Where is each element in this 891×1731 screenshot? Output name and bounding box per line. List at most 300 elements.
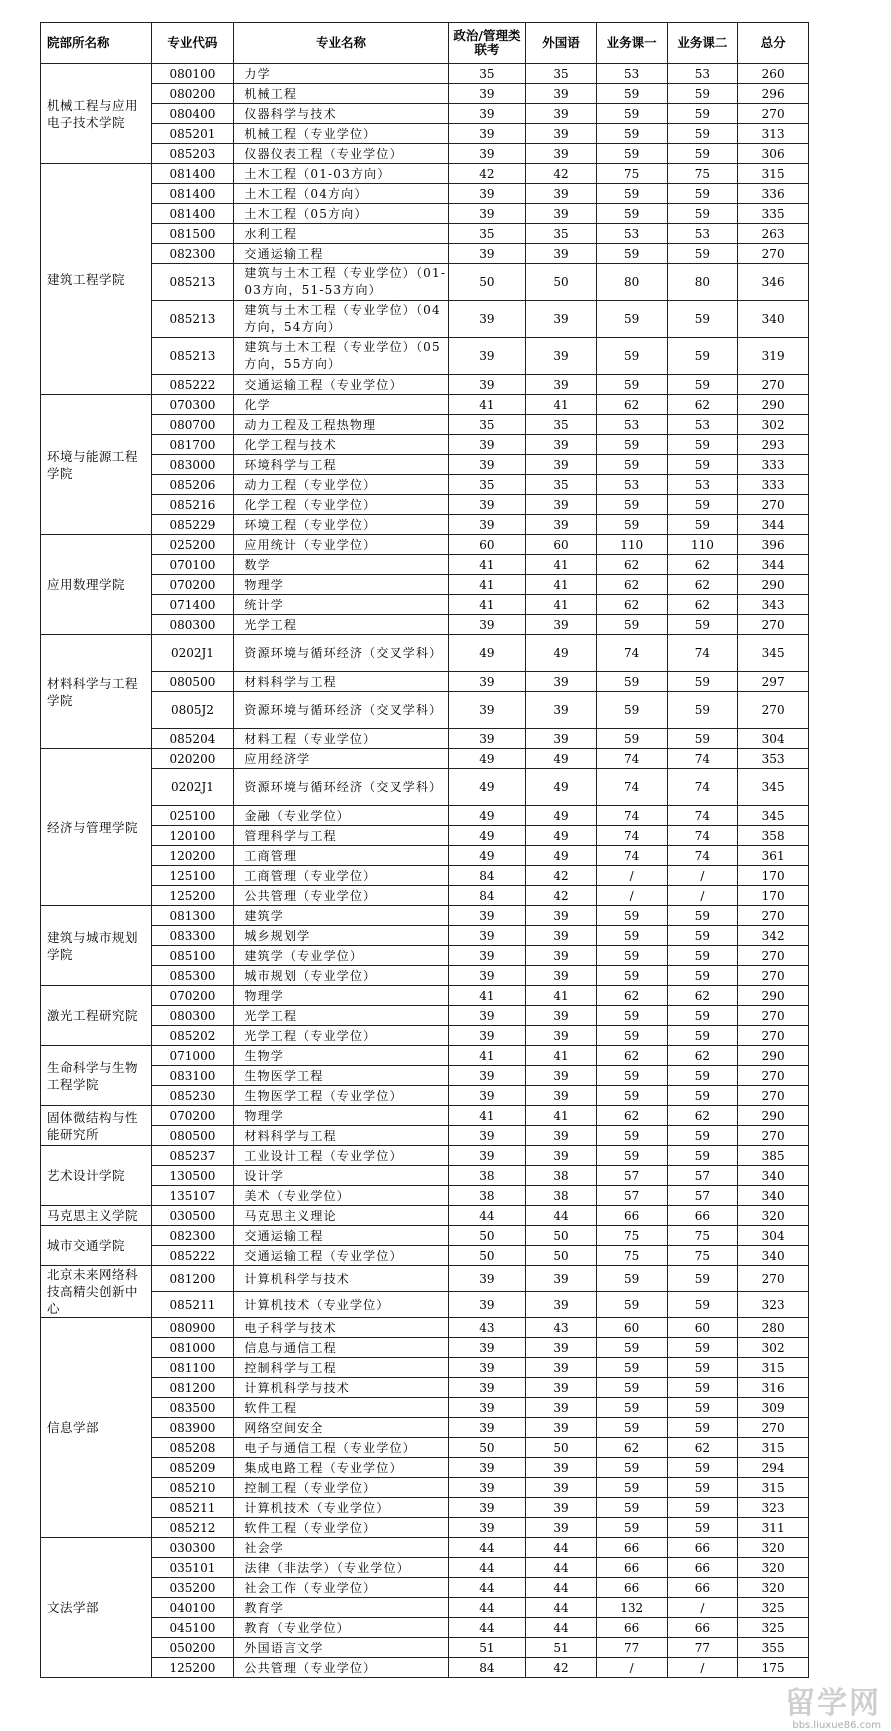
code-cell: 083500 bbox=[151, 1398, 234, 1418]
total-cell: 304 bbox=[738, 729, 809, 749]
table-row bbox=[41, 338, 809, 375]
code-cell: 080500 bbox=[151, 1126, 234, 1146]
foreign-cell: 39 bbox=[526, 1378, 597, 1398]
name-cell: 信息与通信工程 bbox=[234, 1338, 448, 1358]
code-cell: 085229 bbox=[151, 515, 234, 535]
college-cell: 文法学部 bbox=[41, 1538, 152, 1678]
name-cell: 社会学 bbox=[234, 1538, 448, 1558]
table-row bbox=[41, 1126, 809, 1146]
total-cell: 342 bbox=[738, 926, 809, 946]
table-row bbox=[41, 749, 809, 769]
header-total: 总分 bbox=[738, 23, 809, 64]
total-cell: 297 bbox=[738, 672, 809, 692]
course2-cell: 62 bbox=[667, 395, 738, 415]
code-cell: 085100 bbox=[151, 946, 234, 966]
total-cell: 270 bbox=[738, 615, 809, 635]
total-cell: 270 bbox=[738, 1266, 809, 1292]
watermark bbox=[785, 1688, 881, 1731]
course2-cell: 57 bbox=[667, 1166, 738, 1186]
name-cell: 电子与通信工程（专业学位） bbox=[234, 1438, 448, 1458]
foreign-cell: 39 bbox=[526, 184, 597, 204]
total-cell: 270 bbox=[738, 906, 809, 926]
table-row bbox=[41, 1438, 809, 1458]
course1-cell: 59 bbox=[596, 244, 667, 264]
politics-cell: 44 bbox=[448, 1538, 525, 1558]
course2-cell: 59 bbox=[667, 615, 738, 635]
course2-cell: 59 bbox=[667, 1066, 738, 1086]
course1-cell: 59 bbox=[596, 144, 667, 164]
name-cell: 材料工程（专业学位） bbox=[234, 729, 448, 749]
course2-cell: 59 bbox=[667, 495, 738, 515]
course2-cell: 59 bbox=[667, 1086, 738, 1106]
total-cell: 340 bbox=[738, 1166, 809, 1186]
table-row bbox=[41, 84, 809, 104]
course2-cell: 59 bbox=[667, 84, 738, 104]
course2-cell: 66 bbox=[667, 1558, 738, 1578]
course2-cell: 59 bbox=[667, 124, 738, 144]
course1-cell: 59 bbox=[596, 729, 667, 749]
table-row bbox=[41, 555, 809, 575]
politics-cell: 43 bbox=[448, 1318, 525, 1338]
table-row bbox=[41, 1418, 809, 1438]
table-row bbox=[41, 1598, 809, 1618]
table-row bbox=[41, 1558, 809, 1578]
name-cell: 交通运输工程（专业学位） bbox=[234, 375, 448, 395]
code-cell: 030300 bbox=[151, 1538, 234, 1558]
politics-cell: 39 bbox=[448, 301, 525, 338]
course1-cell: 59 bbox=[596, 1398, 667, 1418]
foreign-cell: 39 bbox=[526, 1292, 597, 1318]
foreign-cell: 49 bbox=[526, 846, 597, 866]
table-row bbox=[41, 475, 809, 495]
total-cell: 170 bbox=[738, 886, 809, 906]
course1-cell: 59 bbox=[596, 495, 667, 515]
course2-cell: 59 bbox=[667, 1006, 738, 1026]
course1-cell: 53 bbox=[596, 224, 667, 244]
table-row bbox=[41, 635, 809, 672]
foreign-cell: 39 bbox=[526, 1086, 597, 1106]
name-cell: 机械工程（专业学位） bbox=[234, 124, 448, 144]
politics-cell: 42 bbox=[448, 164, 525, 184]
table-row bbox=[41, 64, 809, 84]
course2-cell: 59 bbox=[667, 1418, 738, 1438]
table-row bbox=[41, 264, 809, 301]
name-cell: 社会工作（专业学位） bbox=[234, 1578, 448, 1598]
code-cell: 081000 bbox=[151, 1338, 234, 1358]
foreign-cell: 41 bbox=[526, 575, 597, 595]
table-row bbox=[41, 1578, 809, 1598]
total-cell: 343 bbox=[738, 595, 809, 615]
total-cell: 346 bbox=[738, 264, 809, 301]
total-cell: 325 bbox=[738, 1618, 809, 1638]
code-cell: 081400 bbox=[151, 164, 234, 184]
name-cell: 仪器仪表工程（专业学位） bbox=[234, 144, 448, 164]
course1-cell: / bbox=[596, 866, 667, 886]
code-cell: 0202J1 bbox=[151, 635, 234, 672]
total-cell: 315 bbox=[738, 1478, 809, 1498]
foreign-cell: 39 bbox=[526, 906, 597, 926]
name-cell: 马克思主义理论 bbox=[234, 1206, 448, 1226]
table-row bbox=[41, 1618, 809, 1638]
course2-cell: 59 bbox=[667, 1378, 738, 1398]
politics-cell: 39 bbox=[448, 1006, 525, 1026]
foreign-cell: 35 bbox=[526, 415, 597, 435]
foreign-cell: 41 bbox=[526, 555, 597, 575]
total-cell: 309 bbox=[738, 1398, 809, 1418]
total-cell: 270 bbox=[738, 1418, 809, 1438]
politics-cell: 84 bbox=[448, 886, 525, 906]
name-cell: 土木工程（05方向） bbox=[234, 204, 448, 224]
politics-cell: 41 bbox=[448, 555, 525, 575]
code-cell: 0805J2 bbox=[151, 692, 234, 729]
foreign-cell: 39 bbox=[526, 1066, 597, 1086]
foreign-cell: 39 bbox=[526, 966, 597, 986]
code-cell: 070200 bbox=[151, 986, 234, 1006]
table-row bbox=[41, 415, 809, 435]
total-cell: 320 bbox=[738, 1578, 809, 1598]
name-cell: 动力工程及工程热物理 bbox=[234, 415, 448, 435]
course2-cell: 59 bbox=[667, 926, 738, 946]
foreign-cell: 39 bbox=[526, 301, 597, 338]
code-cell: 081200 bbox=[151, 1266, 234, 1292]
name-cell: 教育学 bbox=[234, 1598, 448, 1618]
table-row bbox=[41, 986, 809, 1006]
foreign-cell: 43 bbox=[526, 1318, 597, 1338]
table-row bbox=[41, 926, 809, 946]
total-cell: 306 bbox=[738, 144, 809, 164]
name-cell: 计算机科学与技术 bbox=[234, 1266, 448, 1292]
total-cell: 345 bbox=[738, 769, 809, 806]
politics-cell: 39 bbox=[448, 1518, 525, 1538]
name-cell: 交通运输工程 bbox=[234, 1226, 448, 1246]
code-cell: 085202 bbox=[151, 1026, 234, 1046]
politics-cell: 49 bbox=[448, 635, 525, 672]
header-politics: 政治/管理类联考 bbox=[448, 23, 525, 64]
politics-cell: 49 bbox=[448, 826, 525, 846]
code-cell: 081300 bbox=[151, 906, 234, 926]
politics-cell: 44 bbox=[448, 1598, 525, 1618]
code-cell: 070300 bbox=[151, 395, 234, 415]
total-cell: 345 bbox=[738, 806, 809, 826]
course1-cell: 62 bbox=[596, 555, 667, 575]
total-cell: 294 bbox=[738, 1458, 809, 1478]
code-cell: 080900 bbox=[151, 1318, 234, 1338]
politics-cell: 39 bbox=[448, 1398, 525, 1418]
code-cell: 070200 bbox=[151, 1106, 234, 1126]
total-cell: 385 bbox=[738, 1146, 809, 1166]
course1-cell: 74 bbox=[596, 749, 667, 769]
foreign-cell: 39 bbox=[526, 495, 597, 515]
politics-cell: 41 bbox=[448, 1046, 525, 1066]
name-cell: 美术（专业学位） bbox=[234, 1186, 448, 1206]
course1-cell: 59 bbox=[596, 515, 667, 535]
course2-cell: 75 bbox=[667, 1246, 738, 1266]
code-cell: 025100 bbox=[151, 806, 234, 826]
table-row bbox=[41, 1658, 809, 1678]
foreign-cell: 41 bbox=[526, 395, 597, 415]
politics-cell: 50 bbox=[448, 1226, 525, 1246]
politics-cell: 50 bbox=[448, 1438, 525, 1458]
code-cell: 085213 bbox=[151, 338, 234, 375]
politics-cell: 41 bbox=[448, 986, 525, 1006]
code-cell: 080300 bbox=[151, 1006, 234, 1026]
header-row bbox=[41, 23, 809, 64]
foreign-cell: 60 bbox=[526, 535, 597, 555]
total-cell: 290 bbox=[738, 1046, 809, 1066]
course1-cell: 59 bbox=[596, 1292, 667, 1318]
table-row bbox=[41, 1478, 809, 1498]
table-row bbox=[41, 1106, 809, 1126]
foreign-cell: 39 bbox=[526, 1398, 597, 1418]
code-cell: 085208 bbox=[151, 1438, 234, 1458]
college-cell: 应用数理学院 bbox=[41, 535, 152, 635]
politics-cell: 39 bbox=[448, 729, 525, 749]
politics-cell: 35 bbox=[448, 224, 525, 244]
total-cell: 315 bbox=[738, 1358, 809, 1378]
name-cell: 教育（专业学位） bbox=[234, 1618, 448, 1638]
course1-cell: 110 bbox=[596, 535, 667, 555]
course1-cell: 59 bbox=[596, 1518, 667, 1538]
politics-cell: 39 bbox=[448, 84, 525, 104]
course2-cell: 59 bbox=[667, 906, 738, 926]
course1-cell: 59 bbox=[596, 966, 667, 986]
table-row bbox=[41, 435, 809, 455]
code-cell: 085206 bbox=[151, 475, 234, 495]
course1-cell: 75 bbox=[596, 1246, 667, 1266]
table-row bbox=[41, 729, 809, 749]
total-cell: 270 bbox=[738, 1066, 809, 1086]
politics-cell: 35 bbox=[448, 64, 525, 84]
politics-cell: 39 bbox=[448, 455, 525, 475]
course2-cell: 57 bbox=[667, 1186, 738, 1206]
course2-cell: 59 bbox=[667, 1292, 738, 1318]
table-row bbox=[41, 1638, 809, 1658]
name-cell: 数学 bbox=[234, 555, 448, 575]
course1-cell: 59 bbox=[596, 338, 667, 375]
table-body bbox=[41, 64, 809, 1678]
course1-cell: 66 bbox=[596, 1206, 667, 1226]
name-cell: 材料科学与工程 bbox=[234, 672, 448, 692]
politics-cell: 39 bbox=[448, 1146, 525, 1166]
foreign-cell: 39 bbox=[526, 1338, 597, 1358]
politics-cell: 39 bbox=[448, 692, 525, 729]
table-row bbox=[41, 1518, 809, 1538]
foreign-cell: 39 bbox=[526, 1026, 597, 1046]
college-cell: 城市交通学院 bbox=[41, 1226, 152, 1266]
course1-cell: 59 bbox=[596, 615, 667, 635]
course2-cell: 59 bbox=[667, 1126, 738, 1146]
course1-cell: 53 bbox=[596, 415, 667, 435]
code-cell: 085237 bbox=[151, 1146, 234, 1166]
total-cell: 290 bbox=[738, 575, 809, 595]
politics-cell: 41 bbox=[448, 595, 525, 615]
code-cell: 025200 bbox=[151, 535, 234, 555]
course1-cell: 74 bbox=[596, 769, 667, 806]
politics-cell: 39 bbox=[448, 926, 525, 946]
code-cell: 070200 bbox=[151, 575, 234, 595]
table-row bbox=[41, 1006, 809, 1026]
politics-cell: 44 bbox=[448, 1206, 525, 1226]
course1-cell: 62 bbox=[596, 986, 667, 1006]
course1-cell: 59 bbox=[596, 1026, 667, 1046]
course2-cell: 59 bbox=[667, 692, 738, 729]
foreign-cell: 50 bbox=[526, 1438, 597, 1458]
course1-cell: 59 bbox=[596, 184, 667, 204]
code-cell: 081700 bbox=[151, 435, 234, 455]
foreign-cell: 38 bbox=[526, 1186, 597, 1206]
course2-cell: 59 bbox=[667, 204, 738, 224]
code-cell: 085222 bbox=[151, 375, 234, 395]
table-row bbox=[41, 866, 809, 886]
code-cell: 120100 bbox=[151, 826, 234, 846]
course1-cell: 59 bbox=[596, 692, 667, 729]
total-cell: 311 bbox=[738, 1518, 809, 1538]
table-row bbox=[41, 1338, 809, 1358]
politics-cell: 51 bbox=[448, 1638, 525, 1658]
table-row bbox=[41, 615, 809, 635]
code-cell: 070100 bbox=[151, 555, 234, 575]
college-cell: 北京未来网络科技高精尖创新中心 bbox=[41, 1266, 152, 1318]
course1-cell: 53 bbox=[596, 64, 667, 84]
foreign-cell: 39 bbox=[526, 1146, 597, 1166]
course2-cell: 53 bbox=[667, 64, 738, 84]
table-row bbox=[41, 769, 809, 806]
total-cell: 335 bbox=[738, 204, 809, 224]
total-cell: 340 bbox=[738, 1246, 809, 1266]
table-row bbox=[41, 1498, 809, 1518]
politics-cell: 44 bbox=[448, 1618, 525, 1638]
name-cell: 资源环境与循环经济（交叉学科） bbox=[234, 635, 448, 672]
total-cell: 302 bbox=[738, 1338, 809, 1358]
course1-cell: 59 bbox=[596, 301, 667, 338]
course2-cell: 59 bbox=[667, 144, 738, 164]
total-cell: 316 bbox=[738, 1378, 809, 1398]
header-course1: 业务课一 bbox=[596, 23, 667, 64]
total-cell: 290 bbox=[738, 986, 809, 1006]
name-cell: 网络空间安全 bbox=[234, 1418, 448, 1438]
foreign-cell: 39 bbox=[526, 375, 597, 395]
course1-cell: 66 bbox=[596, 1558, 667, 1578]
course2-cell: / bbox=[667, 866, 738, 886]
name-cell: 交通运输工程（专业学位） bbox=[234, 1246, 448, 1266]
course1-cell: 75 bbox=[596, 1226, 667, 1246]
name-cell: 环境工程（专业学位） bbox=[234, 515, 448, 535]
politics-cell: 39 bbox=[448, 615, 525, 635]
politics-cell: 39 bbox=[448, 1338, 525, 1358]
name-cell: 机械工程 bbox=[234, 84, 448, 104]
course2-cell: / bbox=[667, 1598, 738, 1618]
foreign-cell: 39 bbox=[526, 84, 597, 104]
politics-cell: 50 bbox=[448, 1246, 525, 1266]
course2-cell: 75 bbox=[667, 164, 738, 184]
course1-cell: 59 bbox=[596, 1378, 667, 1398]
course2-cell: 66 bbox=[667, 1578, 738, 1598]
header-college: 院部所名称 bbox=[41, 23, 152, 64]
course2-cell: 59 bbox=[667, 1518, 738, 1538]
code-cell: 071000 bbox=[151, 1046, 234, 1066]
name-cell: 生物医学工程（专业学位） bbox=[234, 1086, 448, 1106]
college-cell: 环境与能源工程学院 bbox=[41, 395, 152, 535]
total-cell: 290 bbox=[738, 1106, 809, 1126]
course1-cell: 59 bbox=[596, 1338, 667, 1358]
table-row bbox=[41, 1066, 809, 1086]
course2-cell: 59 bbox=[667, 1398, 738, 1418]
course2-cell: 66 bbox=[667, 1618, 738, 1638]
total-cell: 270 bbox=[738, 966, 809, 986]
code-cell: 085213 bbox=[151, 264, 234, 301]
politics-cell: 39 bbox=[448, 338, 525, 375]
foreign-cell: 49 bbox=[526, 769, 597, 806]
name-cell: 物理学 bbox=[234, 1106, 448, 1126]
course1-cell: 62 bbox=[596, 1438, 667, 1458]
course2-cell: 80 bbox=[667, 264, 738, 301]
code-cell: 085213 bbox=[151, 301, 234, 338]
name-cell: 工业设计工程（专业学位） bbox=[234, 1146, 448, 1166]
table-row bbox=[41, 184, 809, 204]
table-row bbox=[41, 886, 809, 906]
total-cell: 296 bbox=[738, 84, 809, 104]
course2-cell: 59 bbox=[667, 104, 738, 124]
politics-cell: 39 bbox=[448, 672, 525, 692]
table-row bbox=[41, 1086, 809, 1106]
politics-cell: 44 bbox=[448, 1558, 525, 1578]
course1-cell: 59 bbox=[596, 1066, 667, 1086]
course1-cell: 60 bbox=[596, 1318, 667, 1338]
total-cell: 270 bbox=[738, 692, 809, 729]
name-cell: 力学 bbox=[234, 64, 448, 84]
course1-cell: 77 bbox=[596, 1638, 667, 1658]
course1-cell: 74 bbox=[596, 635, 667, 672]
code-cell: 030500 bbox=[151, 1206, 234, 1226]
code-cell: 083000 bbox=[151, 455, 234, 475]
code-cell: 081400 bbox=[151, 204, 234, 224]
name-cell: 公共管理（专业学位） bbox=[234, 886, 448, 906]
college-cell: 马克思主义学院 bbox=[41, 1206, 152, 1226]
course2-cell: 59 bbox=[667, 515, 738, 535]
politics-cell: 39 bbox=[448, 184, 525, 204]
table-row bbox=[41, 672, 809, 692]
table-row bbox=[41, 375, 809, 395]
course2-cell: / bbox=[667, 1658, 738, 1678]
code-cell: 035101 bbox=[151, 1558, 234, 1578]
total-cell: 344 bbox=[738, 515, 809, 535]
politics-cell: 41 bbox=[448, 1106, 525, 1126]
politics-cell: 39 bbox=[448, 1086, 525, 1106]
code-cell: 081100 bbox=[151, 1358, 234, 1378]
course1-cell: 57 bbox=[596, 1186, 667, 1206]
total-cell: 313 bbox=[738, 124, 809, 144]
course1-cell: 74 bbox=[596, 826, 667, 846]
course2-cell: 53 bbox=[667, 415, 738, 435]
foreign-cell: 42 bbox=[526, 1658, 597, 1678]
foreign-cell: 39 bbox=[526, 926, 597, 946]
college-cell: 材料科学与工程学院 bbox=[41, 635, 152, 749]
table-row bbox=[41, 144, 809, 164]
code-cell: 085210 bbox=[151, 1478, 234, 1498]
watermark-logo: 留学网 bbox=[785, 1686, 881, 1721]
college-cell: 机械工程与应用电子技术学院 bbox=[41, 64, 152, 164]
course1-cell: 59 bbox=[596, 455, 667, 475]
politics-cell: 38 bbox=[448, 1166, 525, 1186]
total-cell: 344 bbox=[738, 555, 809, 575]
code-cell: 081400 bbox=[151, 184, 234, 204]
foreign-cell: 39 bbox=[526, 515, 597, 535]
college-cell: 建筑与城市规划学院 bbox=[41, 906, 152, 986]
course1-cell: 59 bbox=[596, 672, 667, 692]
code-cell: 080300 bbox=[151, 615, 234, 635]
course2-cell: 59 bbox=[667, 1358, 738, 1378]
name-cell: 计算机技术（专业学位） bbox=[234, 1292, 448, 1318]
